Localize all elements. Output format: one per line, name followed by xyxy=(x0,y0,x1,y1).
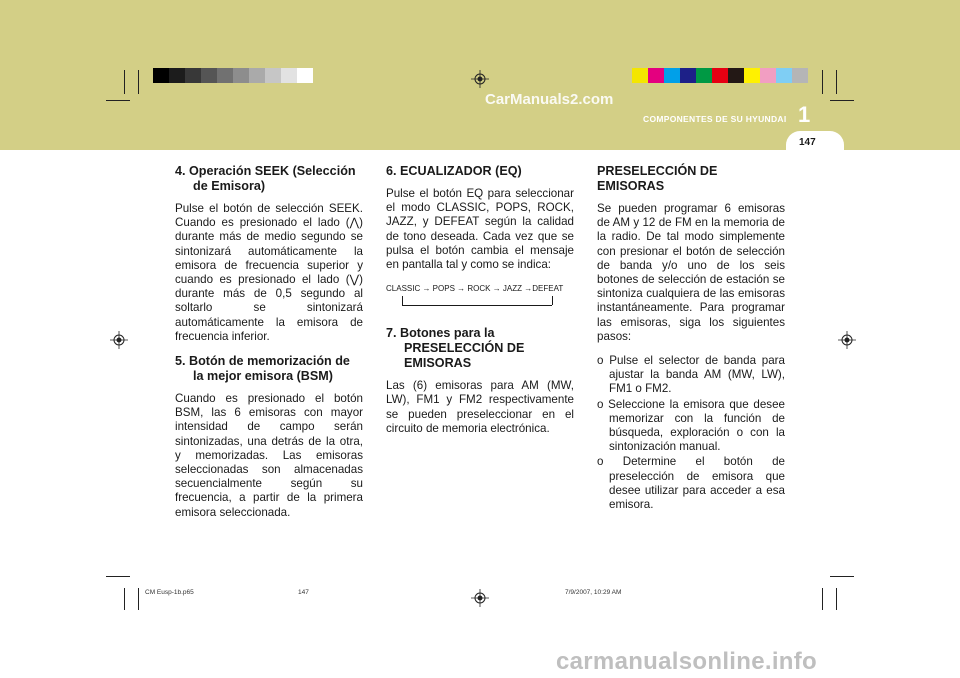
top-watermark: CarManuals2.com xyxy=(485,91,614,108)
footer-page: 147 xyxy=(298,589,309,596)
color-swatch xyxy=(217,68,233,83)
crop-mark xyxy=(830,100,854,101)
section-6-heading: 6. ECUALIZADOR (EQ) xyxy=(386,164,522,178)
section-5-heading: 5. Botón de memorización de la mejor emisora (BSM) xyxy=(175,354,350,384)
crop-mark xyxy=(138,588,139,610)
footer-timestamp: 7/9/2007, 10:29 AM xyxy=(565,589,622,596)
list-item: o Determine el botón de preselección de emisora que desee utilizar para acceder a esa emisora. xyxy=(597,455,785,512)
presets-heading: PRESELECCIÓN DE EMISORAS xyxy=(597,164,718,193)
right-column xyxy=(597,164,785,513)
color-swatch xyxy=(169,68,185,83)
crop-mark xyxy=(822,588,823,610)
color-swatch xyxy=(249,68,265,83)
page-number: 147 xyxy=(799,137,816,148)
eq-sequence: CLASSIC → POPS → ROCK → JAZZ →DEFEAT xyxy=(386,284,564,294)
color-swatch xyxy=(792,68,808,83)
section-7-body: Las (6) emisoras para AM (MW, LW), FM1 y FM2 respectivamente se pueden preseleccionar en el circuito de memoria electrónica. xyxy=(386,379,574,435)
chapter-title: COMPONENTES DE SU HYUNDAI xyxy=(643,114,787,124)
site-watermark: carmanualsonline.info xyxy=(556,648,818,675)
crop-mark xyxy=(836,588,837,610)
color-swatch xyxy=(776,68,792,83)
color-swatch xyxy=(680,68,696,83)
registration-target-icon xyxy=(471,589,489,607)
color-swatch xyxy=(297,68,313,83)
color-swatch xyxy=(201,68,217,83)
crop-mark xyxy=(836,70,837,94)
crop-mark xyxy=(830,576,854,577)
chapter-number: 1 xyxy=(798,102,811,127)
crop-mark xyxy=(124,70,125,94)
color-swatch xyxy=(760,68,776,83)
color-swatch xyxy=(185,68,201,83)
presets-body: Se pueden programar 6 emisoras de AM y 12 de FM en la memoria de la radio. De tal modo simplemente con presionar el botón de selección de banda y/o uno de los seis botones de selección de estación se sintoniza cualquiera de las emisoras instantáneamente. Para programar las emisoras, siga los siguientes pasos: xyxy=(597,202,785,343)
color-swatch xyxy=(281,68,297,83)
color-swatch xyxy=(648,68,664,83)
return-arrow-icon xyxy=(402,296,403,305)
left-column xyxy=(175,164,363,530)
color-calibration-bar xyxy=(632,68,808,83)
crop-mark xyxy=(124,588,125,610)
crop-mark xyxy=(106,576,130,577)
gray-color-bar xyxy=(153,68,313,83)
crop-mark xyxy=(822,70,823,94)
section-4-heading: 4. Operación SEEK (Selección de Emisora) xyxy=(175,164,356,193)
color-swatch xyxy=(632,68,648,83)
color-swatch xyxy=(696,68,712,83)
color-swatch xyxy=(728,68,744,83)
crop-mark xyxy=(138,70,139,94)
color-swatch xyxy=(153,68,169,83)
color-swatch xyxy=(664,68,680,83)
section-7-heading: 7. Botones para la PRESELECCIÓN DE EMISORAS xyxy=(386,326,525,371)
return-line xyxy=(402,305,552,306)
section-4-body: Pulse el botón de selección SEEK. Cuando es presionado el lado (⋀) durante más de medio segundo se sintonizará automáticamente la emisora de frecuencia superior y cuando es presionado el lado (⋁) durante más de 0,5 segundo al soltarlo se sintonizará automáticamente la emisora de frecuencia inferior. xyxy=(175,202,363,343)
eq-mode-cycle-diagram xyxy=(386,282,574,314)
return-line-end xyxy=(552,296,553,305)
list-item: o Seleccione la emisora que desee memorizar con la función de búsqueda, exploración o con la sintonización manual. xyxy=(597,397,785,454)
presets-steps xyxy=(597,354,785,512)
color-swatch xyxy=(712,68,728,83)
color-swatch xyxy=(744,68,760,83)
section-5-body: Cuando es presionado el botón BSM, las 6 emisoras con mayor intensidad de campo serán sintonizadas, una detrás de la otra, y memorizadas. Las emisoras seleccionadas son almacenadas secuencialmente según su frecuencia, a partir de la primera emisora seleccionada. xyxy=(175,392,363,519)
footer-file-name: CM Eusp-1b.p65 xyxy=(145,589,194,596)
registration-target-icon xyxy=(471,70,489,88)
list-item: o Pulse el selector de banda para ajustar la banda AM (MW, LW), FM1 o FM2. xyxy=(597,354,785,396)
color-swatch xyxy=(233,68,249,83)
section-6-body: Pulse el botón EQ para seleccionar el modo CLASSIC, POPS, ROCK, JAZZ, y DEFEAT según la calidad de tono deseada. Cada vez que se pulsa el botón cambia el mensaje en pantalla tal y como se indica: xyxy=(386,187,574,272)
color-swatch xyxy=(265,68,281,83)
crop-mark xyxy=(106,100,130,101)
middle-column xyxy=(386,164,574,446)
registration-target-icon xyxy=(838,331,856,349)
registration-target-icon xyxy=(110,331,128,349)
